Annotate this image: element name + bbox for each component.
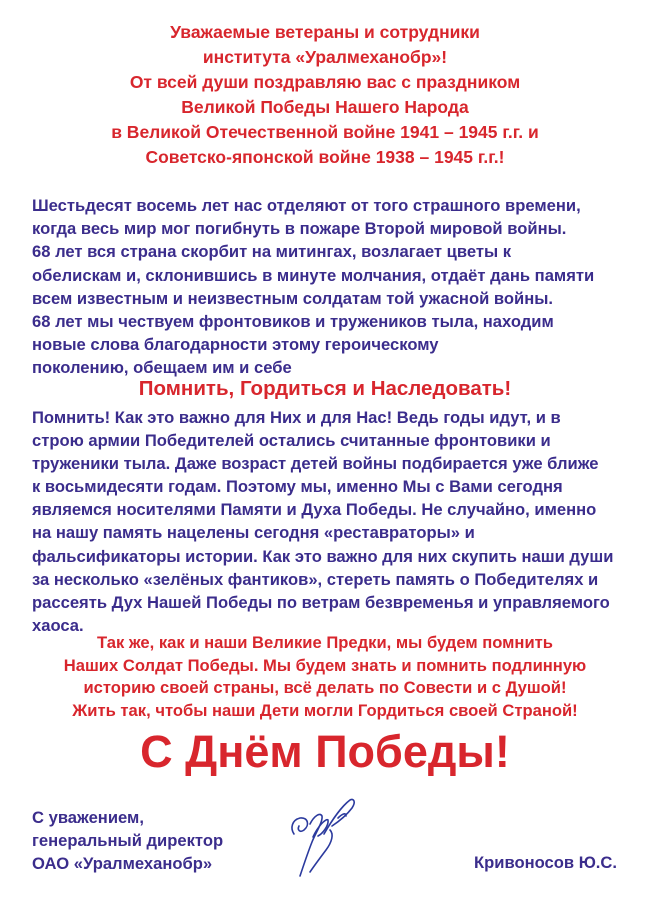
signature-stroke (300, 814, 322, 876)
header-address (0, 20, 650, 170)
signature-stroke (292, 818, 307, 834)
motto-heading: Помнить, Гордиться и Наследовать! (138, 377, 512, 400)
signatory-block (32, 806, 223, 875)
closing-paragraph (0, 632, 650, 722)
main-line: на нашу память нацелены сегодня «реставраторы» и (32, 523, 475, 543)
main-line: рассеять Дух Нашей Победы по ветрам безвременья и управляемого (32, 592, 610, 612)
header-line: института «Уралмеханобр»! (202, 47, 448, 67)
header-line: От всей души поздравляю вас с праздником (129, 72, 521, 92)
main-paragraph (32, 406, 632, 637)
victory-greeting: С Днём Победы! (140, 726, 510, 777)
main-line: хаоса. (32, 615, 84, 635)
header-line: Великой Победы Нашего Народа (181, 97, 469, 117)
handwritten-signature (280, 790, 370, 885)
intro-paragraph (32, 194, 632, 380)
intro-line: 68 лет мы чествуем фронтовиков и тружеников тыла, находим (32, 312, 554, 332)
intro-line: новые слова благодарности этому героическому (32, 335, 439, 355)
intro-line: Шестьдесят восемь лет нас отделяют от того страшного времени, (32, 196, 581, 215)
main-line: фальсификаторы истории. Как это важно для них скупить наши души (32, 546, 614, 566)
closing-line: Жить так, чтобы наши Дети могли Гордиться своей Страной! (72, 700, 578, 720)
main-line: к восьмидесяти годам. Поэтому мы, именно Мы с Вами сегодня (32, 477, 563, 497)
header-line: Советско-японской войне 1938 – 1945 г.г.! (145, 147, 505, 167)
intro-line: обелискам и, склонившись в минуте молчания, отдаёт дань памяти (32, 265, 595, 285)
intro-line: поколению, обещаем им и себе (32, 358, 292, 378)
signatory-line: генеральный директор (32, 831, 224, 850)
closing-line: Наших Солдат Победы. Мы будем знать и помнить подлинную (63, 655, 587, 675)
intro-line: всем известным и неизвестным солдатам той ужасной войны. (32, 288, 554, 308)
closing-line: Так же, как и наши Великие Предки, мы будем помнить (97, 633, 553, 652)
intro-line: когда весь мир мог погибнуть в пожаре Второй мировой войны. (32, 219, 567, 239)
signatory-name: Кривоносов Ю.С. (474, 853, 618, 872)
main-line: строю армии Победителей остались считанные фронтовики и (32, 431, 551, 451)
main-line: являемся носителями Памяти и Духа Победы. Не случайно, именно (32, 500, 597, 520)
main-line: за несколько «зелёных фантиков», стереть память о Победителях и (32, 569, 599, 589)
closing-line: историю своей страны, всё делать по Совести и с Душой! (83, 678, 567, 697)
main-line: Помнить! Как это важно для Них и для Нас! Ведь годы идут, и в (32, 408, 561, 427)
intro-line: 68 лет вся страна скорбит на митингах, возлагает цветы к (32, 242, 512, 262)
header-line: Уважаемые ветераны и сотрудники (170, 22, 480, 42)
main-line: труженики тыла. Даже возраст детей войны подбирается уже ближе (32, 454, 599, 474)
signatory-line: С уважением, (32, 808, 144, 827)
header-line: в Великой Отечественной войне 1941 – 1945 г.г. и (111, 122, 539, 142)
signatory-line: ОАО «Уралмеханобр» (32, 854, 213, 873)
